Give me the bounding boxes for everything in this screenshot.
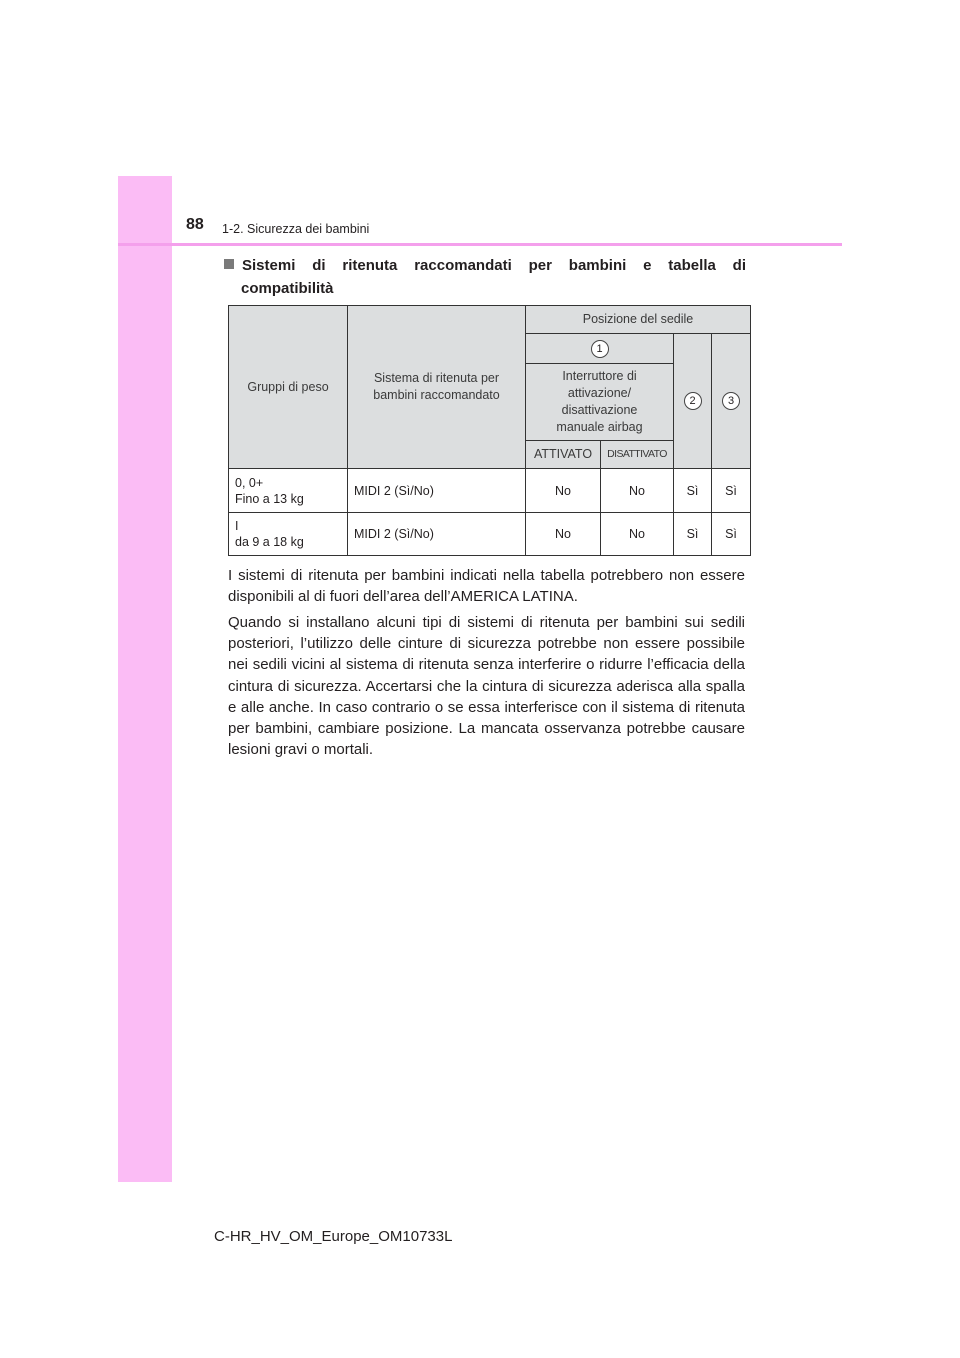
- square-bullet-icon: [224, 259, 234, 269]
- header-restraint-system: Sistema di ritenuta per bambini raccomandato: [348, 306, 526, 469]
- seat-2-number-icon: 2: [684, 392, 702, 410]
- table-row: [229, 513, 751, 556]
- header-deactivated: DISATTIVATO: [601, 441, 674, 469]
- seat-2-cell: Sì: [674, 513, 712, 556]
- activated-cell: No: [526, 469, 601, 513]
- header-activated: ATTIVATO: [526, 441, 601, 469]
- installation-warning: Quando si installano alcuni tipi di sistemi di ritenuta per bambini sui sedili posteriori, l’utilizzo delle cinture di sicurezza potrebbe non essere possibile nei sedili vicini al sistema di ritenuta senza interferire o ridurre l’efficacia della cintura di sicurezza. Accertarsi che la cintura di sicurezza aderisca alla spalla e alle anche. In caso contrario o se essa interferisce con il sistema di ritenuta per bambini, cambiare posizione. La mancata osservanza potrebbe causare lesioni gravi o mortali.: [228, 614, 745, 759]
- document-code: C-HR_HV_OM_Europe_OM10733L: [214, 1228, 453, 1245]
- page-number: 88: [186, 216, 204, 233]
- header-seat-2: [674, 334, 712, 469]
- heading-line-1: Sistemi di ritenuta raccomandati per bambini e tabella di: [242, 257, 746, 274]
- heading-line-2: compatibilità: [241, 280, 334, 297]
- section-heading: [224, 254, 746, 300]
- availability-note: I sistemi di ritenuta per bambini indicati nella tabella potrebbero non essere disponibili al di fuori dell’area dell’AMERICA LATINA.: [228, 567, 745, 606]
- header-weight-groups: Gruppi di peso: [229, 306, 348, 469]
- deactivated-cell: No: [601, 513, 674, 556]
- seat-1-number-icon: 1: [591, 340, 609, 358]
- section-title: 1-2. Sicurezza dei bambini: [222, 222, 370, 236]
- system-cell: MIDI 2 (Sì/No): [348, 513, 526, 556]
- deactivated-cell: No: [601, 469, 674, 513]
- header-seat-position: Posizione del sedile: [526, 306, 751, 334]
- seat-3-cell: Sì: [712, 469, 751, 513]
- seat-2-cell: Sì: [674, 469, 712, 513]
- compatibility-table: [228, 305, 751, 556]
- seat-3-cell: Sì: [712, 513, 751, 556]
- header-rule: [118, 243, 842, 246]
- weight-group-cell: 0, 0+ Fino a 13 kg: [229, 469, 348, 513]
- activated-cell: No: [526, 513, 601, 556]
- header-seat-1: [526, 334, 674, 364]
- header-airbag-switch: Interruttore di attivazione/ disattivazione manuale airbag: [526, 364, 674, 441]
- side-color-band: [118, 176, 172, 1182]
- table-row: [229, 469, 751, 513]
- header-seat-3: [712, 334, 751, 469]
- weight-group-cell: I da 9 a 18 kg: [229, 513, 348, 556]
- system-cell: MIDI 2 (Sì/No): [348, 469, 526, 513]
- seat-3-number-icon: 3: [722, 392, 740, 410]
